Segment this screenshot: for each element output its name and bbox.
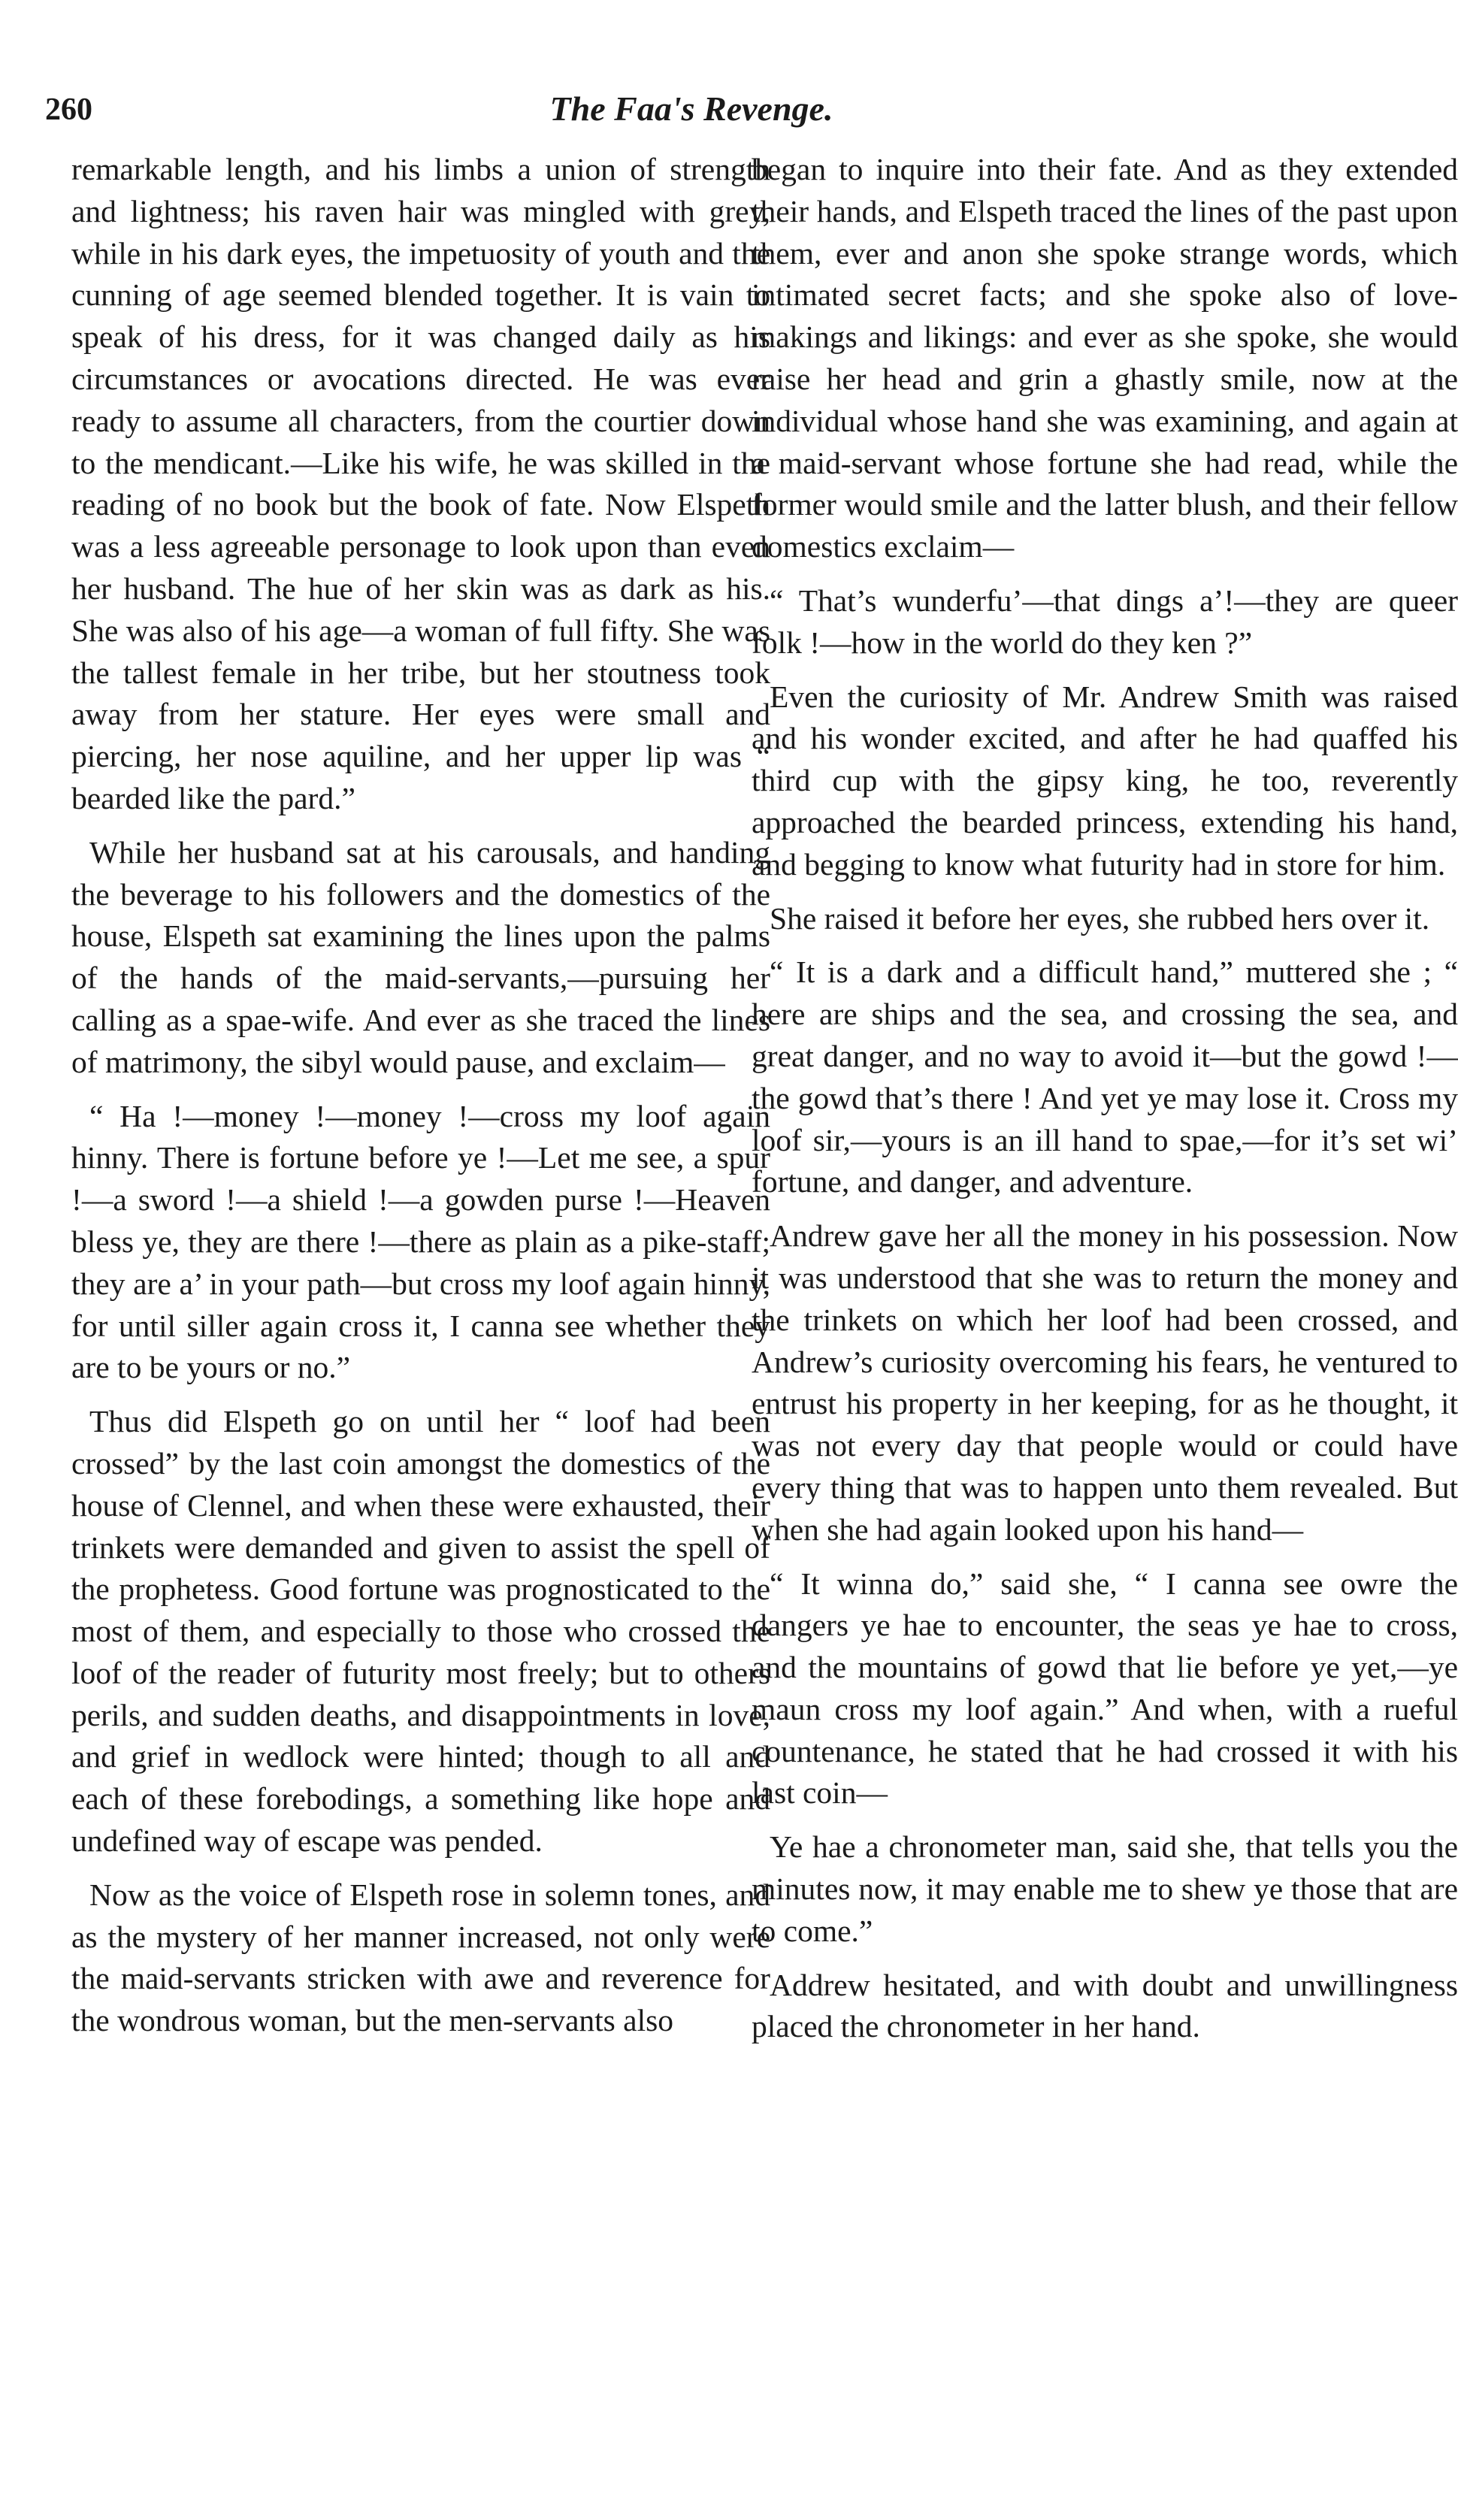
paragraph: began to inquire into their fate. And as they extended their hands, and Elspeth traced the lines of the past upon them, ever and anon she spoke strange words, which intimated secret facts; and she spoke also of love-makings and likings: and ever as she spoke, she would raise her head and grin a ghastly smile, now at the individual whose hand she was examining, and again at a maid-servant whose fortune she had read, while the former would smile and the latter blush, and their fellow domestics exclaim— [752, 152, 1458, 564]
paragraph: “ It winna do,” said she, “ I canna see owre the dangers ye hae to encounter, the seas ye hae to cross, and the mountains of gowd that lie before ye yet,—ye maun cross my loof again.” And when, with a rueful countenance, he stated that he had crossed it with his last coin— [752, 1566, 1458, 1811]
paragraph: Addrew hesitated, and with doubt and unwillingness placed the chronometer in her hand. [752, 1967, 1458, 2044]
paragraph: “ Ha !—money !—money !—cross my loof again hinny. There is fortune before ye !—Let me see, a spur !—a sword !—a shield !—a gowden purse !—Heaven bless ye, they are there !—there as plain as a pike-staff; they are a’ in your path—but cross my loof again hinny, for until siller again cross it, I canna see whether they are to be yours or no.” [71, 1098, 770, 1385]
paragraph: While her husband sat at his carousals, and handing the beverage to his followers and the domestics of the house, Elspeth sat examining the lines upon the palms of the hands of the maid-servants,—pursuing her calling as a spae-wife. And ever as she traced the lines of matrimony, the sibyl would pause, and exclaim— [71, 834, 770, 1079]
page-header [30, 84, 1353, 137]
book-page [30, 0, 1458, 2520]
page-number: 260 [45, 92, 92, 127]
paragraph: Andrew gave her all the money in his possession. Now it was understood that she was to return the money and the trinkets on which her loof had been crossed, and Andrew’s curiosity overcoming his fears, he ventured to entrust his property in her keeping, for as he thought, it was not every day that people would or could have every thing that was to happen unto them revealed. But when she had again looked upon his hand— [752, 1218, 1458, 1547]
paragraph: She raised it before her eyes, she rubbed hers over it. [770, 900, 1430, 936]
paragraph: Even the curiosity of Mr. Andrew Smith was raised and his wonder excited, and after he had quaffed his third cup with the gipsy king, he too, reverently approached the bearded princess, extending his hand, and begging to know what futurity had in store for him. [752, 679, 1458, 882]
paragraph: Now as the voice of Elspeth rose in solemn tones, and as the mystery of her manner increased, not only were the maid-servants stricken with awe and reverence for the wondrous woman, but the men-servants also [71, 1877, 770, 2038]
right-column [752, 149, 1458, 2060]
paragraph: Ye hae a chronometer man, said she, that tells you the minutes now, it may enable me to shew ye those that are to come.” [752, 1829, 1458, 1948]
paragraph: remarkable length, and his limbs a union of strength and lightness; his raven hair was mingled with grey, while in his dark eyes, the impetuosity of youth and the cunning of age seemed blended together. It is vain to speak of his dress, for it was changed daily as his circumstances or avocations directed. He was ever ready to assume all characters, from the courtier down to the mendicant.—Like his wife, he was skilled in the reading of no book but the book of fate. Now Elspeth was a less agreeable personage to look upon than even her husband. The hue of her skin was as dark as his. She was also of his age—a woman of full fifty. She was the tallest female in her tribe, but her stoutness took away from her stature. Her eyes were small and piercing, her nose aquiline, and her upper lip was “ bearded like the pard.” [71, 152, 770, 815]
paragraph: “ It is a dark and a difficult hand,” muttered she ; “ here are ships and the sea, and crossing the sea, and great danger, and no way to avoid it—but the gowd !—the gowd that’s there ! And yet ye may lose it. Cross my loof sir,—yours is an ill hand to spae,—for it’s set wi’ fortune, and danger, and adventure. [752, 954, 1458, 1199]
running-title: The Faa's Revenge. [549, 89, 833, 128]
paragraph: “ That’s wunderfu’—that dings a’!—they are queer folk !—how in the world do they ken ?” [752, 582, 1458, 660]
left-column [71, 149, 770, 2054]
paragraph: Thus did Elspeth go on until her “ loof had been crossed” by the last coin amongst the domestics of the house of Clennel, and when these were exhausted, their trinkets were demanded and given to assist the spell of the prophetess. Good fortune was prognosticated to the most of them, and especially to those who crossed the loof of the reader of futurity most freely; but to others perils, and sudden deaths, and disappointments in love, and grief in wedlock were hinted; though to all and each of these forebodings, a something like hope and undefined way of escape was pended. [71, 1404, 770, 1859]
